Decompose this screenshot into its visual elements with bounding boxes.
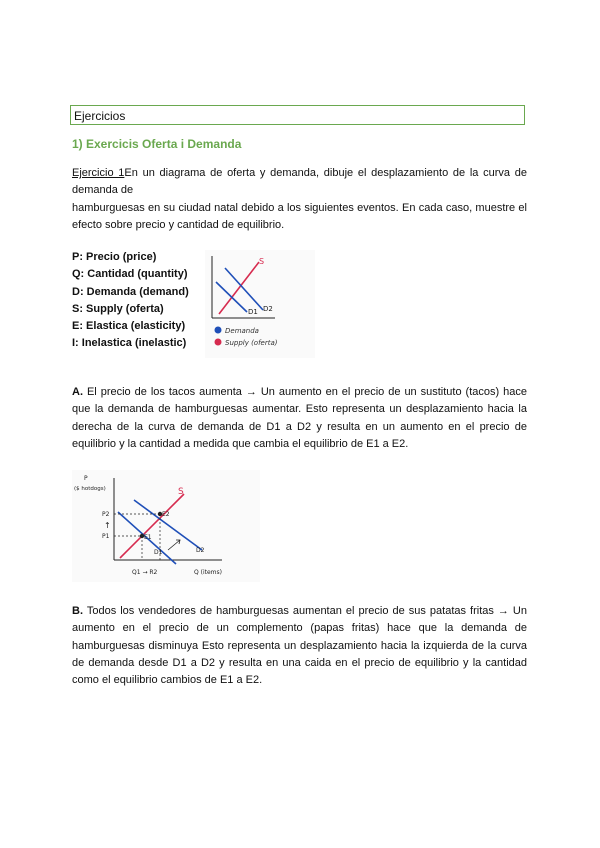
figure-1-diagram xyxy=(205,250,315,358)
section-title: 1) Exercicis Oferta i Demanda xyxy=(72,137,242,151)
key-demand-swatch xyxy=(215,327,222,334)
arrow-up: ↑ xyxy=(104,521,111,530)
legend-item: D: Demanda (demand) xyxy=(72,285,189,298)
label-s: S xyxy=(178,487,184,497)
y-axis-label: P xyxy=(84,475,88,482)
label-q-change: Q1 → R2 xyxy=(132,569,158,576)
part-a-text: El precio de los tacos aumenta → Un aumento en el precio de un sustituto (tacos) hace que la demanda de hamburguesas aumentar. Esto representa un desplazamiento hacia la derecha de la curva de demanda de D1 a D2 y resulta en un aumento en el precio de equilibrio y la cantidad a medida que cambia el equilibrio de E1 a E2. xyxy=(72,386,527,450)
key-supply-label: Supply (oferta) xyxy=(225,339,278,347)
exercise-line2: hamburguesas en su ciudad natal debido a los siguientes eventos. En cada caso, muestre el efecto sobre precio y cantidad de equilibrio. xyxy=(72,201,527,231)
part-b-text: Todos los vendedores de hamburguesas aumentan el precio de sus patatas fritas → Un aumento en el precio de un complemento (papas fritas) hace que la demanda de hamburguesas disminuya Esto representa un desplazamiento hacia la izquierda de la curva de demanda desde D1 a D2 y resulta en una caida en el precio de equilibrio y la cantidad como el equilibrio cambios de E1 a E2. xyxy=(72,605,527,687)
exercise-line1: En un diagrama de oferta y demanda, dibuje el desplazamiento de la curva de demanda de xyxy=(72,167,527,197)
label-s: S xyxy=(259,257,265,266)
part-a-marker: A. xyxy=(72,386,83,398)
legend-list xyxy=(72,249,189,353)
key-supply-swatch xyxy=(215,339,222,346)
label-d2: D2 xyxy=(263,305,273,313)
label-p2: P2 xyxy=(102,511,110,518)
figure-2-diagram xyxy=(72,470,260,582)
label-e1: E1 xyxy=(144,534,152,541)
legend-item: P: Precio (price) xyxy=(72,251,157,263)
exercise-paragraph xyxy=(72,165,527,234)
part-b-marker: B. xyxy=(72,605,83,617)
exercise-label: Ejercicio 1 xyxy=(72,167,125,179)
key-demand-label: Demanda xyxy=(225,327,259,335)
part-a-paragraph xyxy=(72,384,527,453)
header-title: Ejercicios xyxy=(74,109,126,123)
header-box xyxy=(70,105,525,125)
label-d1: D1 xyxy=(248,308,258,316)
x-axis-label: Q (items) xyxy=(194,569,222,576)
legend-item: E: Elastica (elasticity) xyxy=(72,320,186,333)
y-axis-unit: ($ hotdogs) xyxy=(74,486,106,492)
label-p1: P1 xyxy=(102,533,110,540)
label-d1: D1 xyxy=(154,549,163,556)
part-b-paragraph xyxy=(72,603,527,689)
label-d2: D2 xyxy=(196,547,205,554)
label-e2: E2 xyxy=(162,511,170,518)
legend-item: Q: Cantidad (quantity) xyxy=(72,268,188,281)
legend-item: S: Supply (oferta) xyxy=(72,302,164,315)
legend-item: I: Inelastica (inelastic) xyxy=(72,337,187,350)
